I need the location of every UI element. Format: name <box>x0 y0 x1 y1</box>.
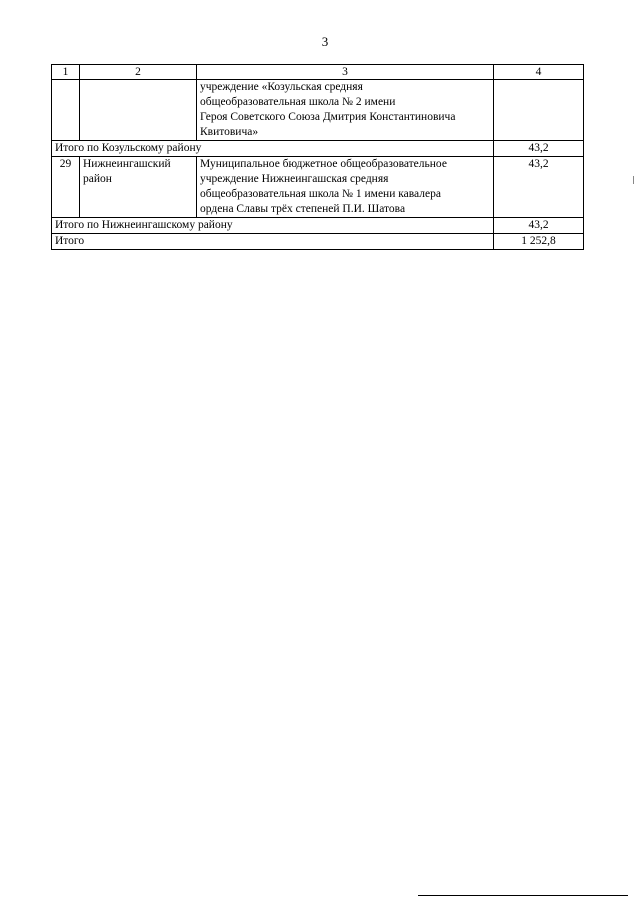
row-number-cell: 29 <box>52 157 80 218</box>
page-number: 3 <box>321 34 329 49</box>
institution-line: Муниципальное бюджетное общеобразовательное <box>200 158 447 170</box>
subtotal-amount: 43,2 <box>494 218 584 234</box>
row-number-cell <box>52 80 80 141</box>
institution-line: учреждение «Козульская средняя <box>200 81 363 93</box>
header-cell-col1: 1 <box>52 65 80 80</box>
table-row <box>52 80 584 141</box>
header-cell-col4: 4 <box>494 65 584 80</box>
institution-cell <box>197 157 494 218</box>
total-row <box>52 234 584 250</box>
institution-line: общеобразовательная школа № 1 имени кавалера <box>200 188 441 200</box>
institution-cell <box>197 80 494 141</box>
subtotal-row-nizhneingashsky <box>52 218 584 234</box>
table-row <box>52 157 584 218</box>
amount-cell <box>494 80 584 141</box>
footer-rule <box>418 895 628 896</box>
amount-cell: 43,2 <box>494 157 584 218</box>
institution-line: Героя Советского Союза Дмитрия Константиновича <box>200 111 456 123</box>
subtotal-label: Итого по Козульскому району <box>52 141 494 157</box>
institution-line: ордена Славы трёх степеней П.И. Шатова <box>200 203 406 215</box>
total-amount: 1 252,8 <box>494 234 584 250</box>
total-label: Итого <box>52 234 494 250</box>
header-cell-col3: 3 <box>197 65 494 80</box>
header-cell-col2: 2 <box>80 65 197 80</box>
institution-line: Квитовича» <box>200 126 259 138</box>
district-line: район <box>83 173 112 185</box>
district-cell <box>80 157 197 218</box>
subtotal-amount: 43,2 <box>494 141 584 157</box>
district-line: Нижнеингашский <box>83 158 171 170</box>
table-header-row <box>52 65 584 80</box>
subtotal-row-kozulsky <box>52 141 584 157</box>
subtotal-label: Итого по Нижнеингашскому району <box>52 218 494 234</box>
allocation-table <box>51 64 584 250</box>
district-cell <box>80 80 197 141</box>
scan-mark <box>633 176 634 184</box>
institution-line: учреждение Нижнеингашская средняя <box>200 173 389 185</box>
institution-line: общеобразовательная школа № 2 имени <box>200 96 396 108</box>
